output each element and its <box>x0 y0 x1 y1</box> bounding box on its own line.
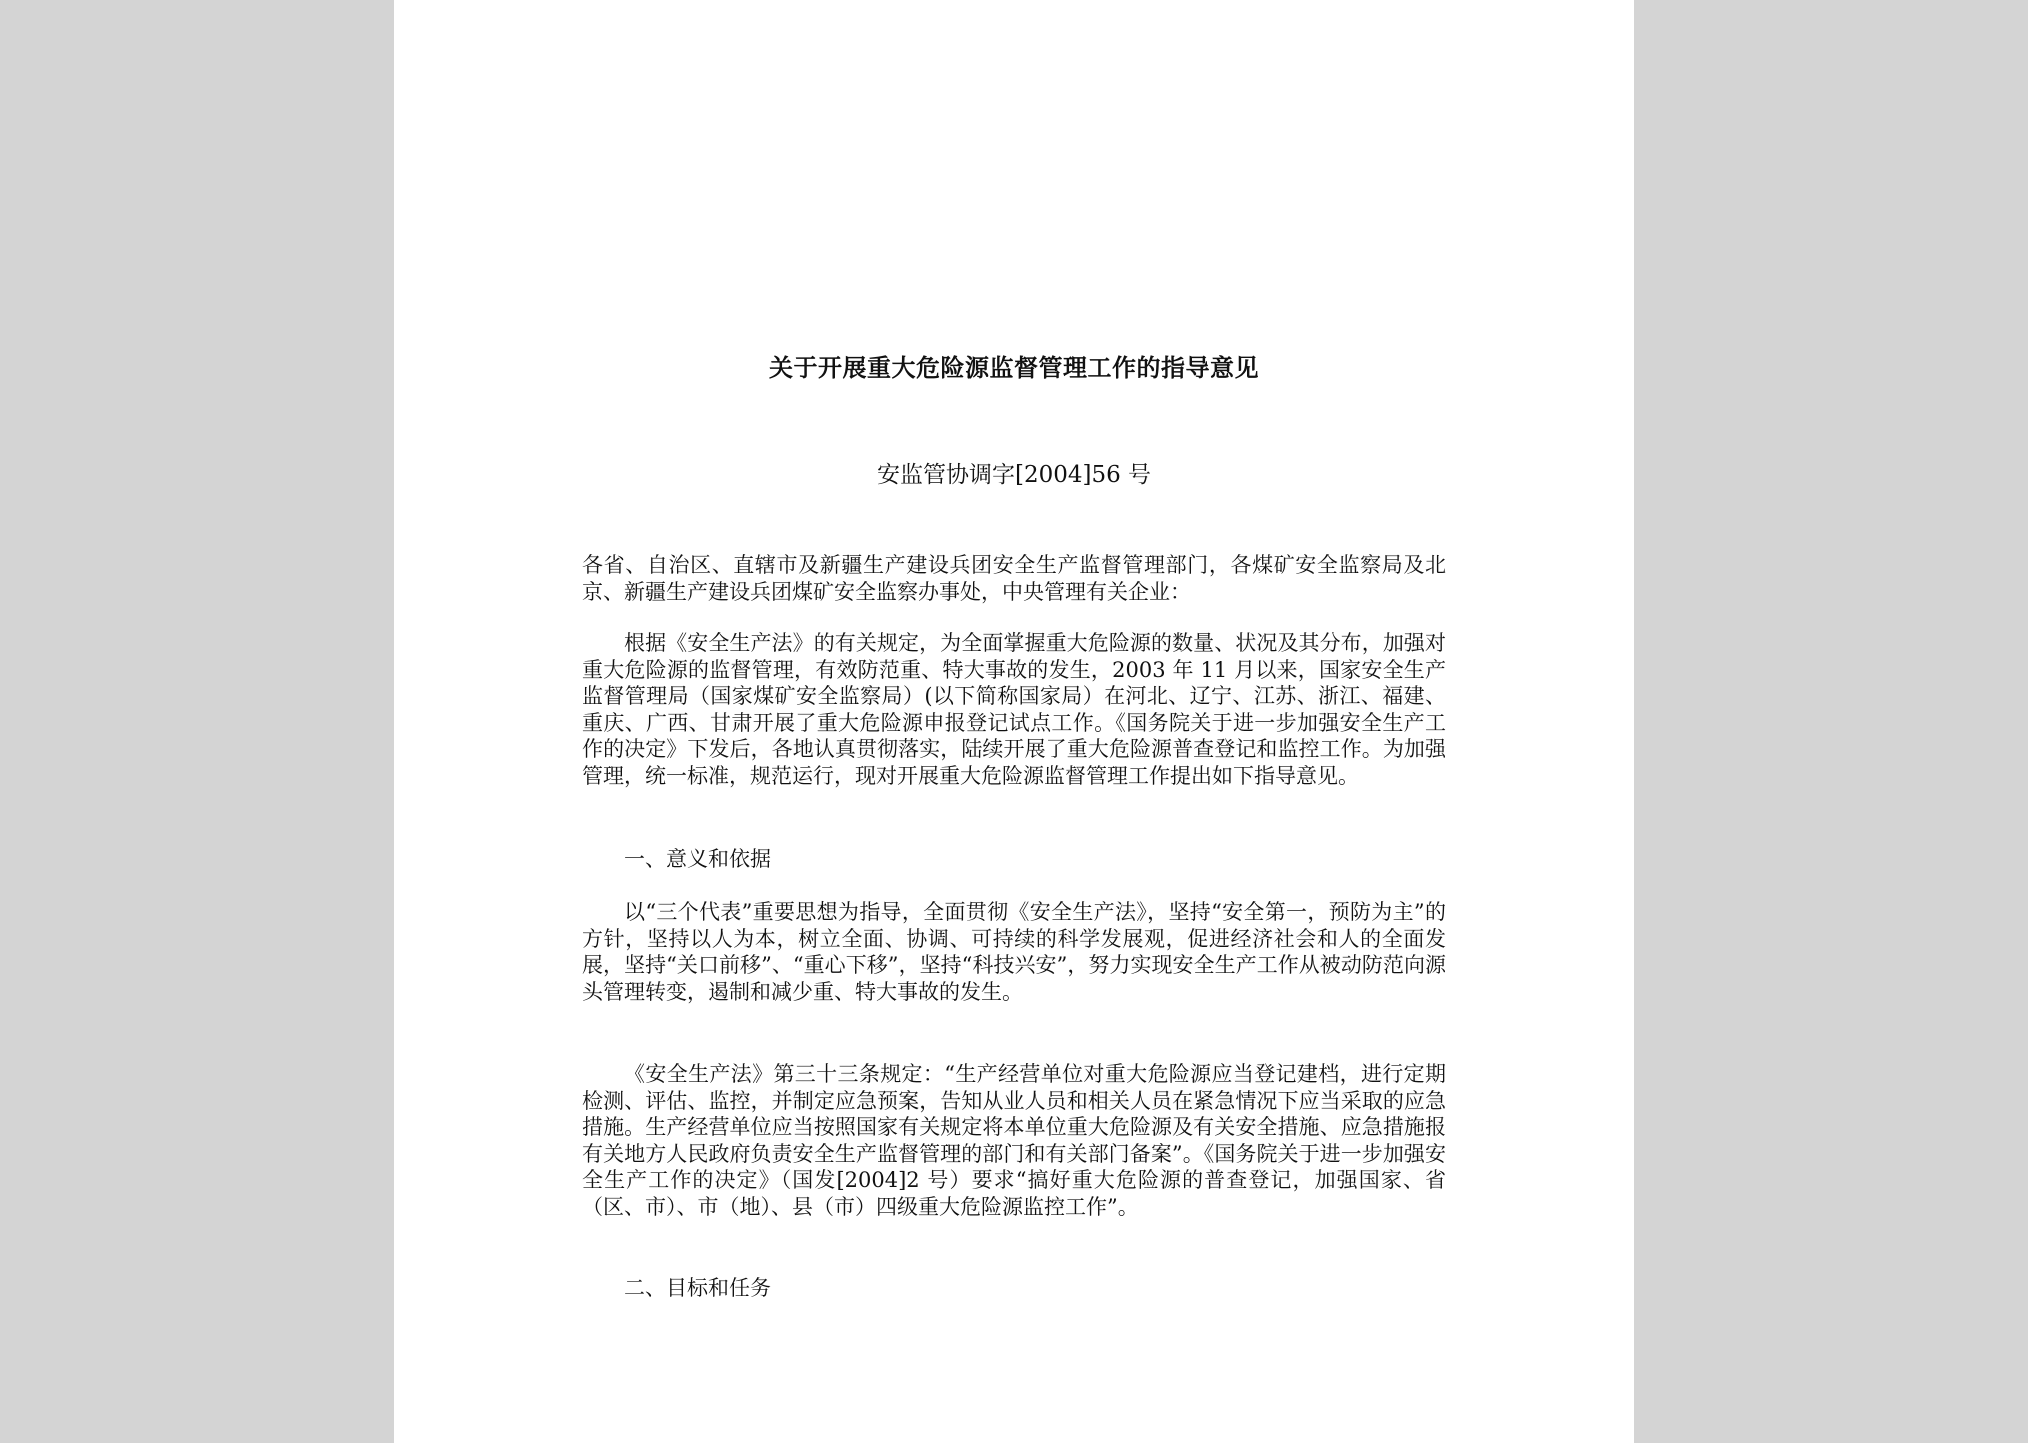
document-page <box>394 0 1634 1443</box>
section-1-paragraph-1: 以“三个代表”重要思想为指导，全面贯彻《安全生产法》，坚持“安全第一，预防为主”的方针，坚持以人为本，树立全面、协调、可持续的科学发展观，促进经济社会和人的全面发展，坚持“关口前移”、“重心下移”，坚持“科技兴安”，努力实现安全生产工作从被动防范向源头管理转变，遏制和减少重、特大事故的发生。 <box>582 900 1446 1004</box>
addressee-paragraph: 各省、自治区、直辖市及新疆生产建设兵团安全生产监督管理部门，各煤矿安全监察局及北京、新疆生产建设兵团煤矿安全监察办事处，中央管理有关企业： <box>582 553 1446 604</box>
section-1-paragraph-2: 《安全生产法》第三十三条规定：“生产经营单位对重大危险源应当登记建档，进行定期检测、评估、监控，并制定应急预案，告知从业人员和相关人员在紧急情况下应当采取的应急措施。生产经营单位应当按照国家有关规定将本单位重大危险源及有关安全措施、应急措施报有关地方人民政府负责安全生产监督管理的部门和有关部门备案”。《国务院关于进一步加强安全生产工作的决定》（国发[2004]2 号）要求“搞好重大危险源的普查登记，加强国家、省（区、市）、市（地）、县（市）四级重大危险源监控工作”。 <box>582 1062 1446 1219</box>
section-heading-2: 二、目标和任务 <box>624 1276 771 1300</box>
document-title: 关于开展重大危险源监督管理工作的指导意见 <box>769 353 1259 382</box>
section-heading-1: 一、意义和依据 <box>624 847 771 871</box>
intro-paragraph: 根据《安全生产法》的有关规定，为全面掌握重大危险源的数量、状况及其分布，加强对重大危险源的监督管理，有效防范重、特大事故的发生，2003 年 11 月以来，国家安全生产监督管理局（国家煤矿安全监察局）(以下简称国家局）在河北、辽宁、江苏、浙江、福建、重庆、广西、甘肃开展了重大危险源申报登记试点工作。《国务院关于进一步加强安全生产工作的决定》下发后，各地认真贯彻落实，陆续开展了重大危险源普查登记和监控工作。为加强管理，统一标准，规范运行，现对开展重大危险源监督管理工作提出如下指导意见。 <box>582 631 1446 788</box>
document-number: 安监管协调字[2004]56 号 <box>876 462 1152 488</box>
